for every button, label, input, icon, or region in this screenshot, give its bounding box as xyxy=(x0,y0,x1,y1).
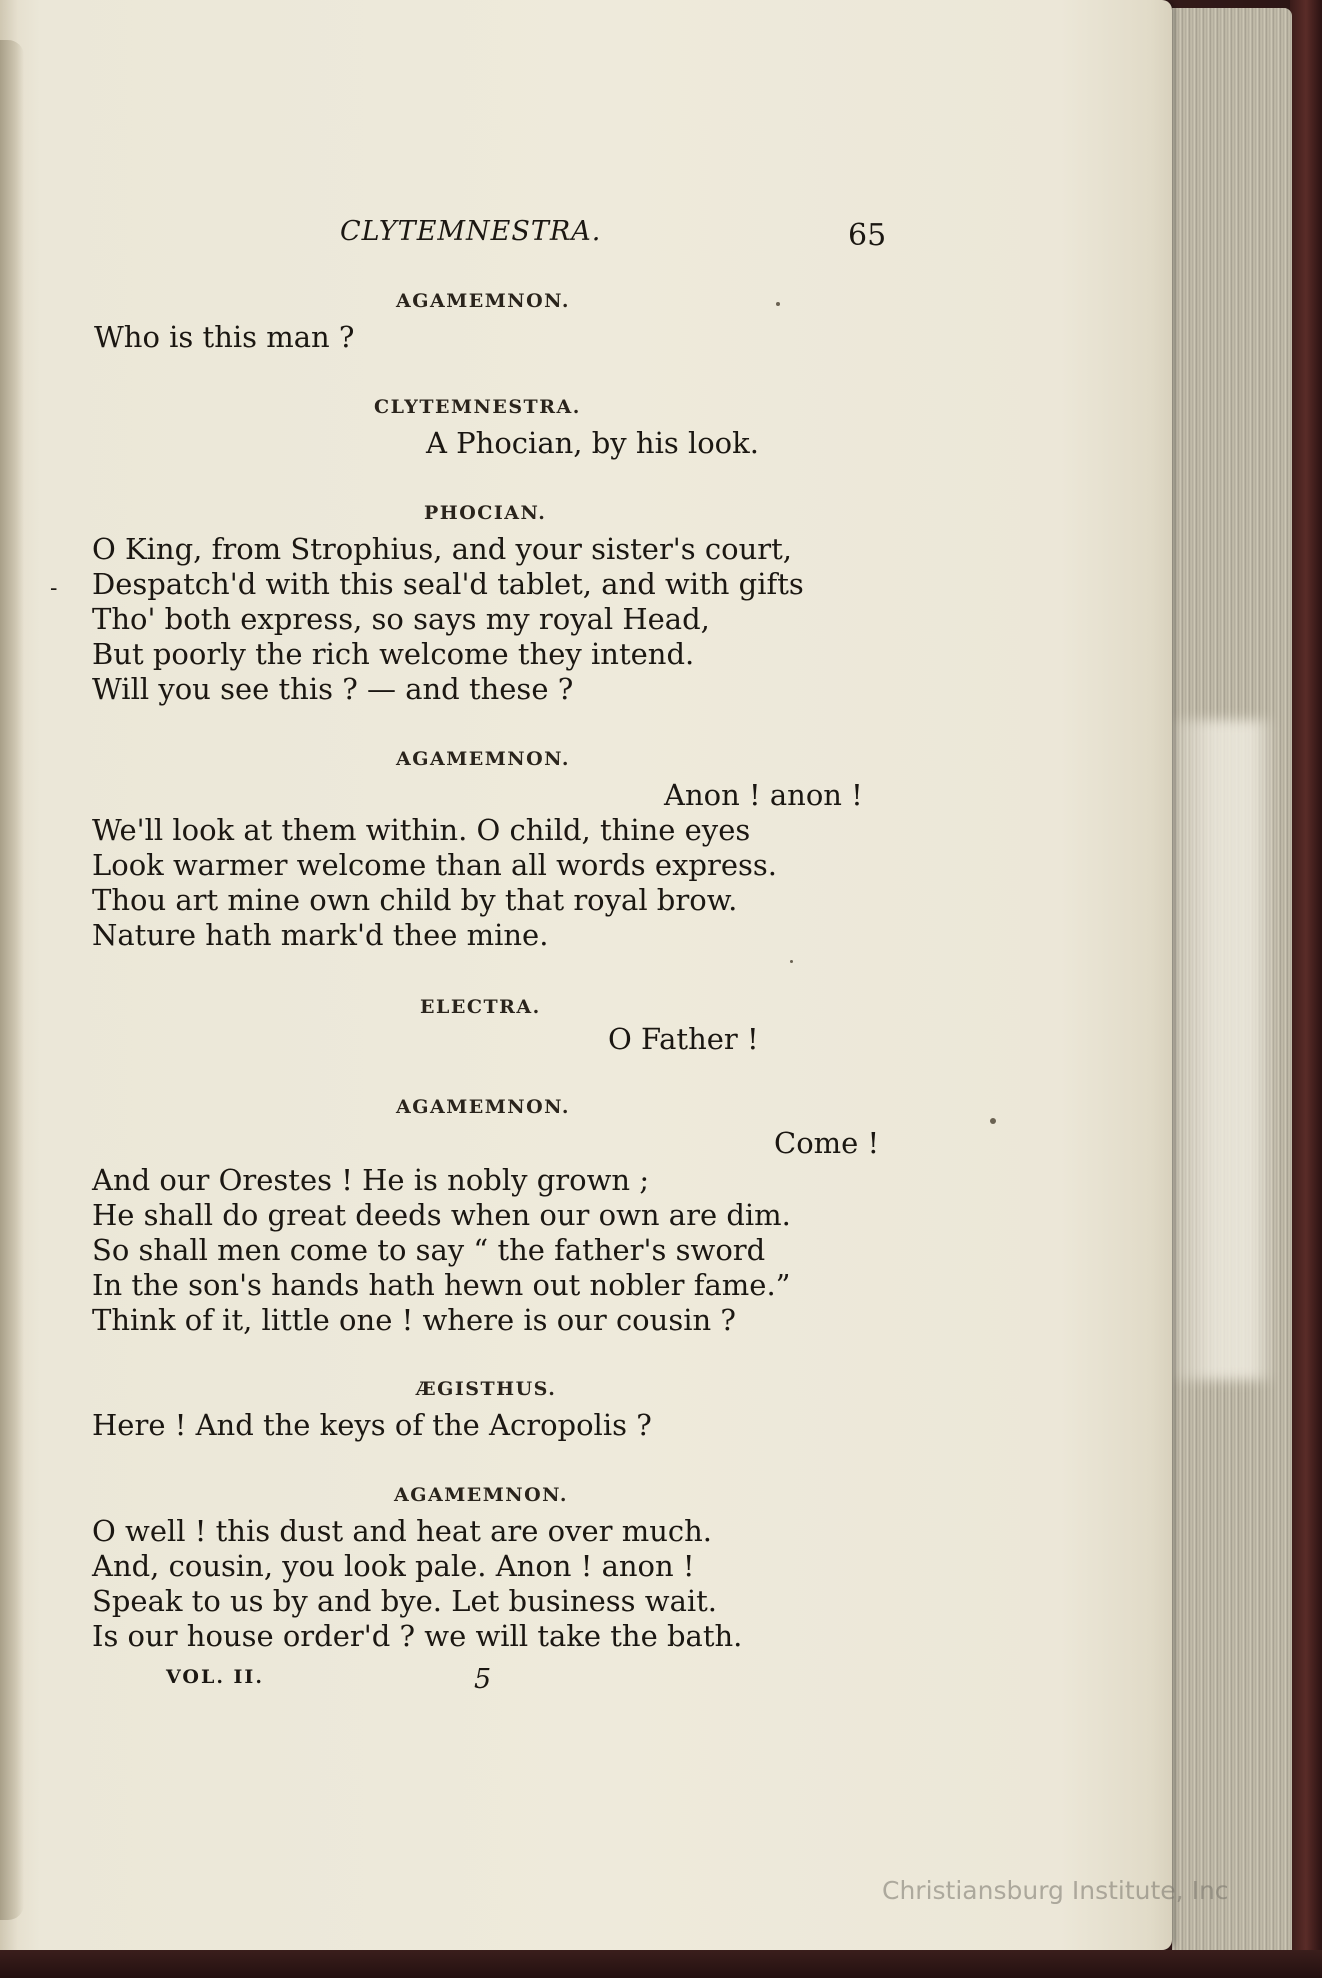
verse-line: In the son's hands hath hewn out nobler fame.” xyxy=(92,1268,791,1302)
speaker-label: AGAMEMNON. xyxy=(396,1096,570,1118)
verse-line: Tho' both express, so says my royal Head, xyxy=(92,602,710,636)
signature-mark: 5 xyxy=(474,1664,492,1695)
verse-line: Despatch'd with this seal'd tablet, and with gifts xyxy=(92,567,804,601)
table-surface xyxy=(0,1950,1322,1978)
ink-speck xyxy=(990,1118,996,1124)
verse-line: Thou art mine own child by that royal brow. xyxy=(92,883,738,917)
verse-line: And, cousin, you look pale. Anon ! anon ! xyxy=(92,1549,695,1583)
speaker-label: ELECTRA. xyxy=(420,996,541,1018)
gutter-shadow xyxy=(0,40,24,1920)
verse-line: Anon ! anon ! xyxy=(664,778,863,812)
verse-line: Will you see this ? — and these ? xyxy=(92,672,574,706)
verse-line: Is our house order'd ? we will take the bath. xyxy=(92,1619,743,1653)
page-number: 65 xyxy=(848,218,887,253)
speaker-label: AGAMEMNON. xyxy=(396,290,570,312)
verse-line: So shall men come to say “ the father's sword xyxy=(92,1233,766,1267)
verse-line: But poorly the rich welcome they intend. xyxy=(92,637,695,671)
footer-volume: VOL. II. xyxy=(166,1666,264,1688)
verse-line: O well ! this dust and heat are over much. xyxy=(92,1514,713,1548)
speaker-label: PHOCIAN. xyxy=(424,502,547,524)
verse-line: Come ! xyxy=(774,1126,880,1160)
verse-line: A Phocian, by his look. xyxy=(426,426,759,460)
speaker-label: CLYTEMNESTRA. xyxy=(374,396,581,418)
verse-line: Nature hath mark'd thee mine. xyxy=(92,918,549,952)
verse-line: O Father ! xyxy=(608,1022,759,1056)
ink-speck xyxy=(776,302,780,306)
speaker-label: AGAMEMNON. xyxy=(396,748,570,770)
margin-mark: - xyxy=(50,576,58,601)
speaker-label: AGAMEMNON. xyxy=(394,1484,568,1506)
verse-line: He shall do great deeds when our own are dim. xyxy=(92,1198,791,1232)
ink-speck xyxy=(790,960,793,963)
verse-line: Look warmer welcome than all words express. xyxy=(92,848,777,882)
verse-line: We'll look at them within. O child, thine eyes xyxy=(92,813,751,847)
speaker-label: ÆGISTHUS. xyxy=(416,1378,557,1400)
verse-line: Speak to us by and bye. Let business wait. xyxy=(92,1584,718,1618)
book-cover-edge xyxy=(1290,0,1322,1978)
verse-line: Think of it, little one ! where is our cousin ? xyxy=(92,1303,736,1337)
page-edges-highlight xyxy=(1172,720,1272,1380)
verse-line: Here ! And the keys of the Acropolis ? xyxy=(92,1408,652,1442)
running-head: CLYTEMNESTRA. xyxy=(340,216,602,247)
watermark: Christiansburg Institute, Inc xyxy=(882,1876,1229,1905)
verse-line: O King, from Strophius, and your sister's court, xyxy=(92,532,792,566)
verse-line: Who is this man ? xyxy=(94,320,355,354)
verse-line: And our Orestes ! He is nobly grown ; xyxy=(92,1163,650,1197)
